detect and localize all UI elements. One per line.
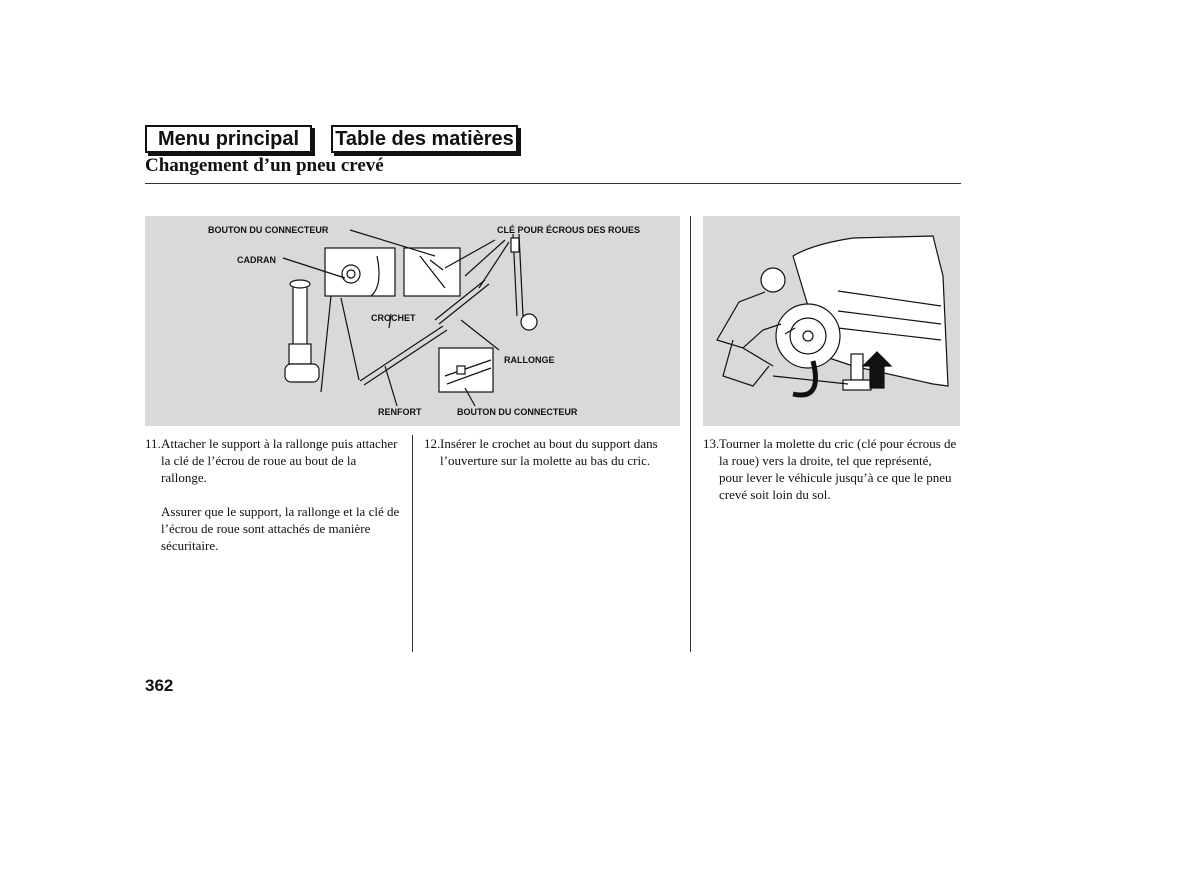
step-12 [424,435,684,495]
wheel-wrench-label: CLÉ POUR ÉCROUS DES ROUES [497,225,641,235]
step-11 [145,435,405,565]
step-number: 11. [145,436,161,451]
extension-label: RALLONGE [504,355,555,365]
main-menu-button[interactable]: Menu principal [145,125,312,153]
connector-button-label-bottom: BOUTON DU CONNECTEUR [457,407,578,417]
step-number: 13. [703,436,720,451]
step-13 [703,435,958,515]
reinforcement-label: RENFORT [378,407,422,417]
step-text: Insérer le crochet au bout du support dans l’ouverture sur la molette au bas du cric. [440,436,658,468]
step-text: Attacher le support à la rallonge puis attacher la clé de l’écrou de roue au bout de la rallonge. [161,436,398,485]
column-divider-1 [412,435,413,652]
connector-button-label-top: BOUTON DU CONNECTEUR [208,225,329,235]
page-title: Changement d’un pneu crevé [145,155,384,176]
raising-vehicle-figure [703,216,960,426]
step-text: Assurer que le support, la rallonge et la clé de l’écrou de roue sont attachés de manière sécuritaire. [161,504,400,553]
jack-tools-figure [145,216,680,426]
dial-label: CADRAN [237,255,276,265]
page-number: 362 [145,676,174,695]
table-of-contents-button[interactable]: Table des matières [331,125,518,153]
title-divider [145,183,961,184]
column-divider-2 [690,216,691,652]
hook-label: CROCHET [371,313,416,323]
step-number: 12. [424,436,441,451]
raising-vehicle-illustration [703,216,960,426]
step-text: Tourner la molette du cric (clé pour écrous de la roue) vers la droite, tel que représenté, pour lever le véhicule jusqu’à ce que le pneu crevé soit loin du sol. [719,436,957,502]
